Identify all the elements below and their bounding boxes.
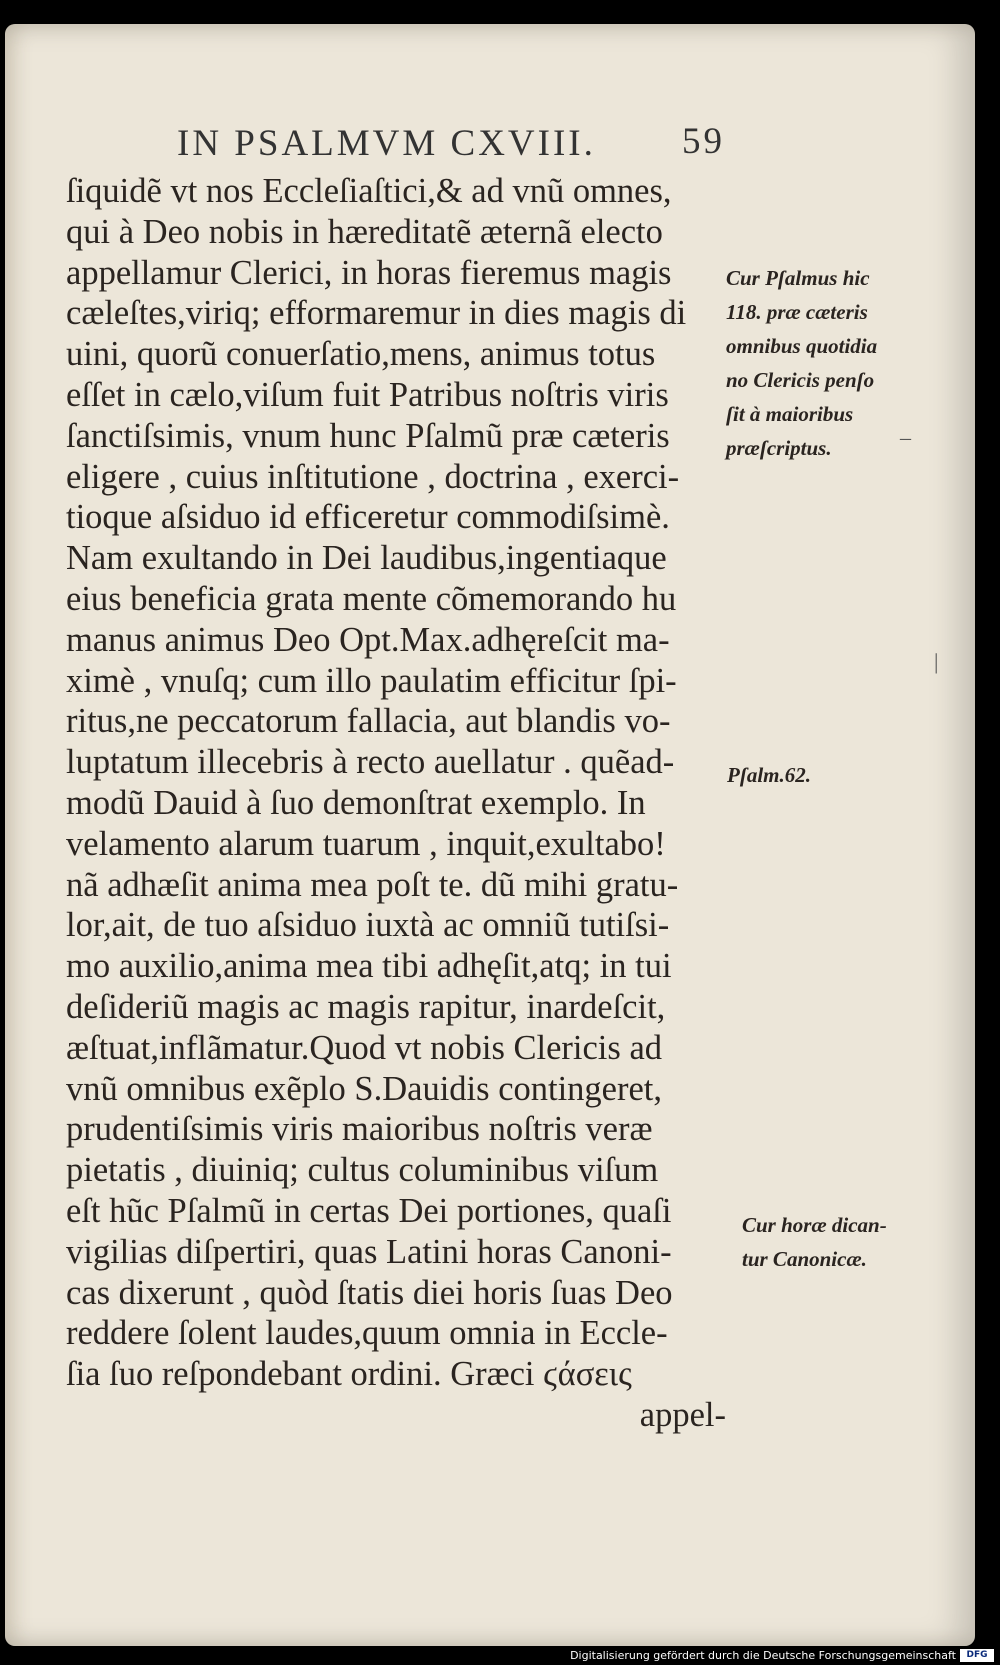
margin-note-canonical-hours	[742, 1208, 887, 1276]
text-line: eſſet in cælo,viſum fuit Patribus noſtris viris	[66, 375, 669, 414]
catchword: appel-	[639, 1395, 726, 1434]
text-line: luptatum illecebris à recto auellatur . quẽad-	[66, 743, 675, 782]
running-title: IN PSALMVM CXVIII.	[177, 123, 596, 164]
text-line: æſtuat,inflãmatur.Quod vt nobis Clericis ad	[66, 1028, 663, 1067]
text-line: ximè , vnuſq; cum illo paulatim efficitur ſpi-	[66, 661, 677, 700]
text-line: eius beneficia grata mente cõmemorando hu	[66, 579, 677, 618]
margin-note-line: no Clericis penſo	[726, 368, 875, 392]
margin-note-line: 118. præ cæteris	[726, 300, 868, 324]
text-line: nã adhæſit anima mea poſt te. dũ mihi gratu-	[66, 865, 679, 904]
text-line: uini, quorũ conuerſatio,mens, animus totus	[66, 335, 656, 374]
text-line: tioque aſsiduo id efficeretur commodiſsimè.	[66, 498, 670, 537]
margin-note-line: Cur horæ dican-	[742, 1213, 887, 1237]
text-line: velamento alarum tuarum , inquit,exultabo!	[66, 824, 666, 863]
text-line: appellamur Clerici, in horas fieremus magis	[66, 253, 672, 292]
book-page	[5, 24, 975, 1646]
margin-note-line: præſcriptus.	[726, 436, 832, 460]
text-line: eligere , cuius inſtitutione , doctrina , exerci-	[66, 457, 680, 496]
main-text	[66, 171, 726, 1436]
text-line: vigilias diſpertiri, quas Latini horas Canoni-	[66, 1232, 672, 1271]
text-line: ritus,ne peccatorum fallacia, aut blandis vo-	[66, 702, 671, 741]
margin-note-line: omnibus quotidia	[726, 334, 878, 358]
footer-bar	[0, 1646, 1000, 1665]
margin-note-line: ſit à maioribus	[726, 402, 854, 426]
margin-note-line: tur Canonicæ.	[742, 1247, 867, 1271]
text-line: modũ Dauid à ſuo demonſtrat exemplo. In	[66, 783, 646, 822]
text-line: ſia ſuo reſpondebant ordini. Græci ϛάσεις	[66, 1355, 632, 1394]
text-line: mo auxilio,anima mea tibi adhęſit,atq; in tui	[66, 947, 672, 986]
funding-credit: Digitalisierung gefördert durch die Deutsche Forschungsgemeinschaft	[570, 1649, 956, 1662]
running-header	[177, 121, 725, 172]
text-line: reddere ſolent laudes,quum omnia in Eccle-	[66, 1314, 668, 1353]
text-line: cas dixerunt , quòd ſtatis diei horis ſuas Deo	[66, 1273, 673, 1312]
margin-mark: |	[934, 649, 939, 674]
dfg-logo: DFG	[960, 1649, 994, 1662]
margin-mark: _	[900, 417, 911, 442]
text-line: pietatis , diuiniq; cultus columinibus viſum	[66, 1151, 659, 1190]
text-line: lor,ait, de tuo aſsiduo iuxtà ac omniũ tutiſsi-	[66, 906, 670, 945]
text-line: eſt hũc Pſalmũ in certas Dei portiones, quaſi	[66, 1191, 672, 1230]
margin-note-psalm-118	[726, 261, 877, 465]
text-line: ſanctiſsimis, vnum hunc Pſalmũ præ cæteris	[66, 416, 670, 455]
text-line: cæleſtes,viriq; efformaremur in dies magis di	[66, 294, 687, 333]
page-number: 59	[682, 121, 725, 162]
margin-note-line: Cur Pſalmus hic	[726, 266, 870, 290]
margin-note-line: Pſalm.62.	[727, 763, 811, 787]
text-line: qui à Deo nobis in hæreditatẽ æternã electo	[66, 212, 663, 251]
text-line: vnũ omnibus exẽplo S.Dauidis contingeret,	[66, 1069, 663, 1108]
text-line: Nam exultando in Dei laudibus,ingentiaque	[66, 539, 667, 578]
text-line: manus animus Deo Opt.Max.adhęreſcit ma-	[66, 620, 670, 659]
text-line: ſiquidẽ vt nos Eccleſiaſtici,& ad vnũ omnes,	[66, 172, 672, 210]
text-line: prudentiſsimis viris maioribus noſtris veræ	[66, 1110, 653, 1149]
margin-note-psalm-62	[727, 758, 811, 792]
text-line: deſideriũ magis ac magis rapitur, inardeſcit,	[66, 987, 666, 1026]
